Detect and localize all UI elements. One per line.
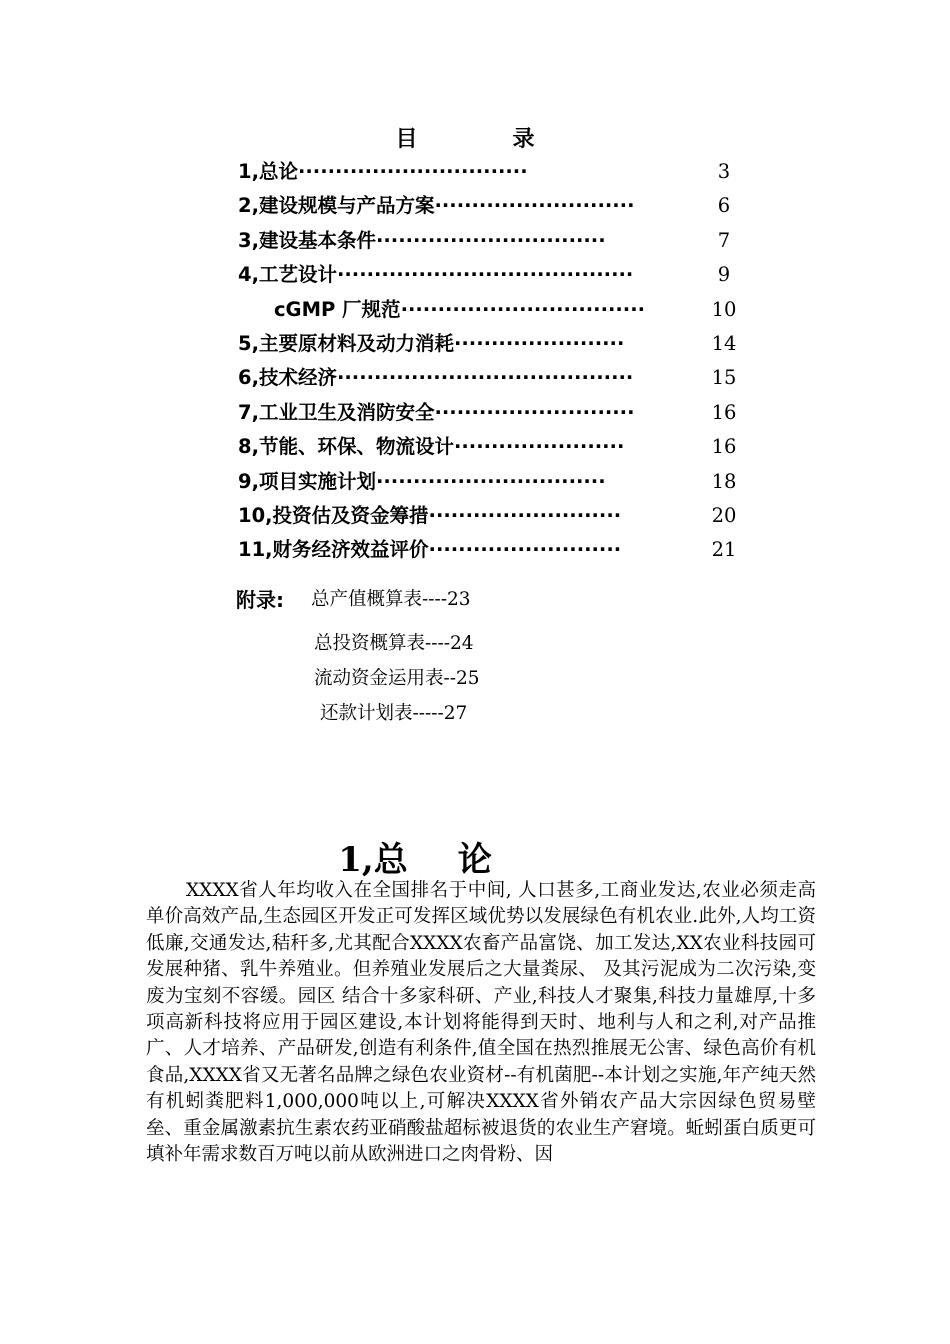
toc-entry-label [238,467,606,497]
toc-leader-dots: ································· [400,297,646,321]
toc-entry-label [238,157,528,187]
toc-page-number: 18 [711,469,737,493]
toc-leader-dots: ········································ [336,366,634,390]
body-paragraph: XXXX省人年均收入在全国排名于中间, 人口甚多,工商业发达,农业必须走高单价高效产品,生态园区开发正可发挥区域优势以发展绿色有机农业.此外,人均工资低廉,交通发达,秸秆多,尤其配合XXXX农畜产品富饶、加工发达,XX农业科技园可发展种猪、乳牛养殖业。但养殖业发展后之大量粪尿、 及其污泥成为二次污染,变废为宝刻不容缓。园区 结合十多家科研、产业,科技人才聚集,科技力量雄厚,十多项高新科技将应用于园区建设,本计划将能得到天时、地利与人和之利,对产品推广、人才培养、产品研发,创造有利条件,值全国在热烈推展无公害、绿色高价有机食品,XXXX省又无著名品牌之绿色农业资材--有机菌肥--本计划之实施,年产纯天然有机蚓粪肥料1,000,000吨以上,可解决XXXX省外销农产品大宗因绿色贸易壁垒、重金属激素抗生素农药亚硝酸盐超标被退货的农业生产窘境。蚯蚓蛋白质更可填补年需求数百万吨以前从欧洲进口之肉骨粉、因 [146,880,816,1166]
toc-entry-title: 8,节能、环保、物流设计 [238,435,454,459]
toc-entry-title: 4,工艺设计 [238,263,337,287]
toc-entry-label [238,432,624,462]
toc-entry[interactable] [238,157,758,187]
toc-entry[interactable] [238,363,758,393]
toc-page-number: 20 [711,504,737,527]
toc-entry-title: 11,财务经济效益评价 [238,538,429,562]
toc-entry[interactable] [238,535,758,565]
toc-page-number: 14 [711,332,737,355]
toc-entry[interactable] [238,295,758,325]
toc-page-number: 16 [711,435,737,459]
toc-leader-dots: ······················· [453,332,625,355]
toc-entry-label [238,226,606,256]
toc-leader-dots: ······························· [375,228,606,252]
appendix-label: 附录: [236,588,284,612]
toc-entry-label [238,535,621,565]
toc-entry-title: 3,建设基本条件 [238,228,376,252]
toc-page-number: 15 [711,366,737,390]
toc-leader-dots: ··························· [434,194,635,218]
toc-title [0,122,930,153]
toc-page-number: 7 [717,228,731,252]
toc-leader-dots: ······················· [453,435,625,459]
toc-entry-title: 7,工业卫生及消防安全 [238,400,435,424]
toc-entry[interactable] [238,191,758,221]
toc-entry-label [238,398,635,428]
toc-entry-title: 9,项目实施计划 [238,469,376,493]
toc-leader-dots: ······························· [297,160,528,183]
toc-leader-dots: ··························· [434,400,635,424]
toc-entry[interactable] [238,260,758,290]
toc-entry[interactable] [238,398,758,428]
toc-entry-label [238,501,621,531]
toc-leader-dots: ········································ [336,263,634,287]
toc-page-number: 16 [711,400,737,424]
toc-entry-title: 5,主要原材料及动力消耗 [238,332,454,355]
toc-title-right: 录 [512,126,535,152]
toc-entry-label [238,363,633,393]
toc-entry-label [238,191,635,221]
appendix-item: 流动资金运用表--25 [314,668,480,689]
toc-page-number: 3 [717,160,731,183]
toc-page-number: 9 [717,263,731,287]
appendix-item: 总产值概算表----23 [311,589,471,610]
toc-entry[interactable] [238,329,758,359]
toc-entry-title: cGMP 厂规范 [274,297,401,321]
toc-entry[interactable] [238,432,758,462]
section-title-rest: 论 [457,840,492,880]
toc-entry-title: 10,投资估及资金筹措 [238,504,429,527]
toc-entry-title: 6,技术经济 [238,366,337,390]
appendix-item: 还款计划表-----27 [320,703,468,724]
toc-entry-label [274,295,645,325]
toc-entry-label [238,260,633,290]
toc-entry-title: 2,建设规模与产品方案 [238,194,435,218]
appendix-item: 总投资概算表----24 [314,633,474,654]
toc-entry[interactable] [238,226,758,256]
toc-entry[interactable] [238,501,758,531]
toc-leader-dots: ·························· [428,538,622,562]
toc-page-number: 6 [717,194,731,218]
toc-entry-label [238,329,624,359]
toc-entry-title: 1,总论 [238,160,298,183]
toc-leader-dots: ·························· [428,504,622,527]
toc-title-left: 目 [395,126,418,152]
toc-page-number: 21 [711,538,737,562]
toc-entry[interactable] [238,467,758,497]
toc-leader-dots: ······························· [375,469,606,493]
section-title-number: 1,总 [338,840,408,880]
toc-page-number: 10 [711,297,737,321]
